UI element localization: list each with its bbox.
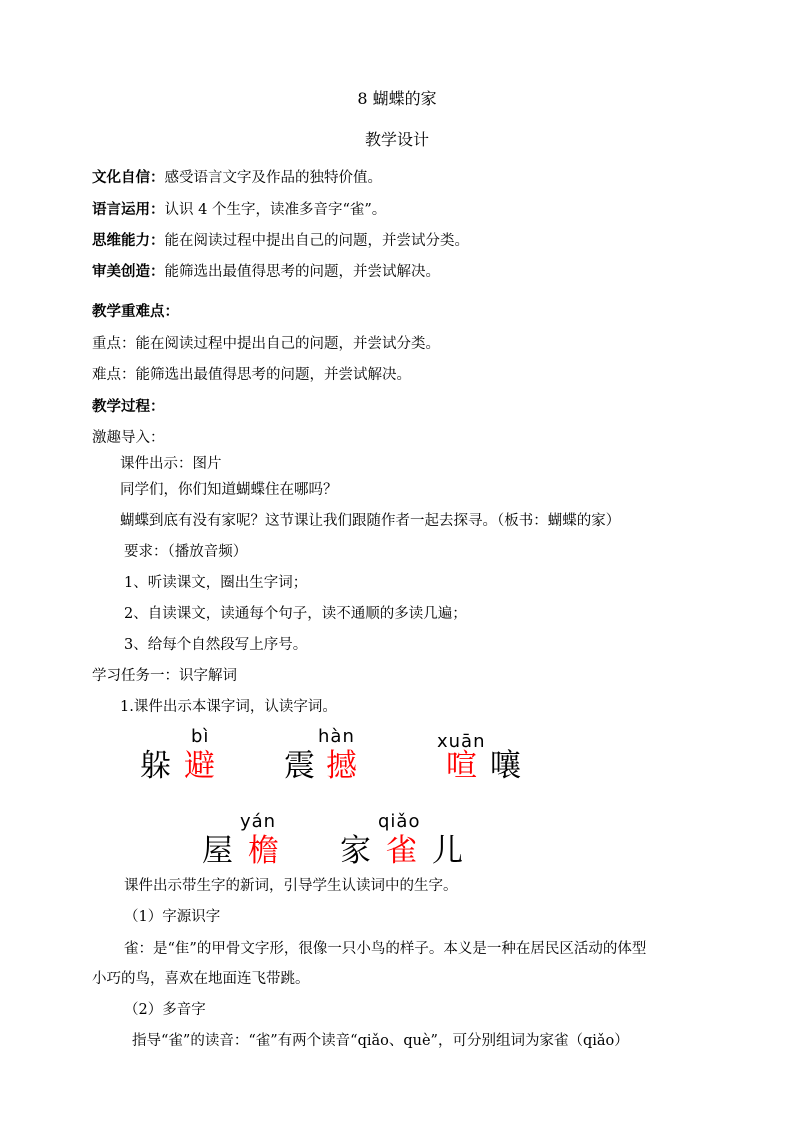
goal-label: 文化自信： bbox=[92, 169, 165, 186]
goal-label: 思维能力： bbox=[92, 232, 165, 249]
plain-char: 儿 bbox=[432, 833, 463, 869]
plain-char: 躲 bbox=[140, 748, 171, 784]
goal-text: 能在阅读过程中提出自己的问题，并尝试分类。 bbox=[164, 233, 469, 249]
new-char: 檐 bbox=[248, 833, 279, 869]
key-heading: 教学重难点： bbox=[92, 303, 179, 320]
new-char: 避 bbox=[184, 748, 215, 784]
new-char: 喧 bbox=[446, 748, 477, 784]
intro-line: 同学们，你们知道蝴蝶住在哪吗？ bbox=[120, 482, 338, 498]
goal-text: 认识 4 个生字，读准多音字“雀”。 bbox=[164, 202, 387, 218]
lesson-subtitle: 教学设计 bbox=[364, 130, 429, 149]
goal-culture bbox=[92, 168, 382, 188]
goal-text: 能筛选出最值得思考的问题，并尝试解决。 bbox=[164, 264, 440, 280]
goal-thinking bbox=[92, 231, 469, 251]
intro-line: 蝴蝶到底有没有家呢？这节课让我们跟随作者一起去探寻。（板书：蝴蝶的家） bbox=[120, 513, 621, 529]
paragraph-line: 指导“雀”的读音：“雀”有两个读音“qiǎo、què”，可分别组词为家雀（qiǎo） bbox=[132, 1033, 629, 1049]
intro-line: 3、给每个自然段写上序号。 bbox=[124, 637, 308, 653]
goal-aesthetic bbox=[92, 262, 440, 282]
subsection-heading: （1）字源识字 bbox=[124, 909, 221, 925]
task-heading: 学习任务一：识字解词 bbox=[92, 668, 237, 684]
plain-char: 震 bbox=[284, 748, 315, 784]
intro-line: 1、听读课文，圈出生字词； bbox=[124, 575, 308, 591]
lesson-title: 8 蝴蝶的家 bbox=[357, 89, 437, 108]
intro-line: 课件出示：图片 bbox=[120, 456, 222, 472]
paragraph-line: 雀：是“隹”的甲骨文字形，很像一只小鸟的样子。本义是一种在居民区活动的体型 bbox=[124, 941, 647, 957]
plain-char: 屋 bbox=[202, 833, 233, 869]
intro-line: 要求：（播放音频） bbox=[124, 544, 248, 560]
new-char: 撼 bbox=[326, 748, 357, 784]
goal-label: 语言运用： bbox=[92, 201, 165, 218]
pinyin: hàn bbox=[318, 726, 355, 747]
goal-label: 审美创造： bbox=[92, 263, 165, 280]
pinyin: qiǎo bbox=[378, 811, 421, 832]
task-step: 1.课件出示本课字词，认读字词。 bbox=[120, 699, 337, 715]
after-words-text: 课件出示带生字的新词，引导学生认读词中的生字。 bbox=[124, 878, 458, 894]
goal-language bbox=[92, 200, 386, 220]
pinyin: xuān bbox=[437, 731, 486, 752]
plain-char: 嚷 bbox=[490, 748, 521, 784]
difficult-point: 难点：能筛选出最值得思考的问题，并尝试解决。 bbox=[92, 367, 411, 383]
new-char: 雀 bbox=[386, 833, 417, 869]
process-heading: 教学过程： bbox=[92, 398, 165, 415]
intro-line: 2、自读课文，读通每个句子，读不通顺的多读几遍； bbox=[124, 606, 467, 622]
pinyin: bì bbox=[191, 726, 210, 747]
paragraph-line: 小巧的鸟，喜欢在地面连飞带跳。 bbox=[92, 971, 310, 987]
goal-text: 感受语言文字及作品的独特价值。 bbox=[164, 170, 382, 186]
subsection-heading: （2）多音字 bbox=[124, 1002, 206, 1018]
pinyin: yán bbox=[240, 811, 277, 832]
key-point: 重点：能在阅读过程中提出自己的问题，并尝试分类。 bbox=[92, 336, 440, 352]
plain-char: 家 bbox=[340, 833, 371, 869]
intro-heading: 激趣导入： bbox=[92, 430, 165, 446]
